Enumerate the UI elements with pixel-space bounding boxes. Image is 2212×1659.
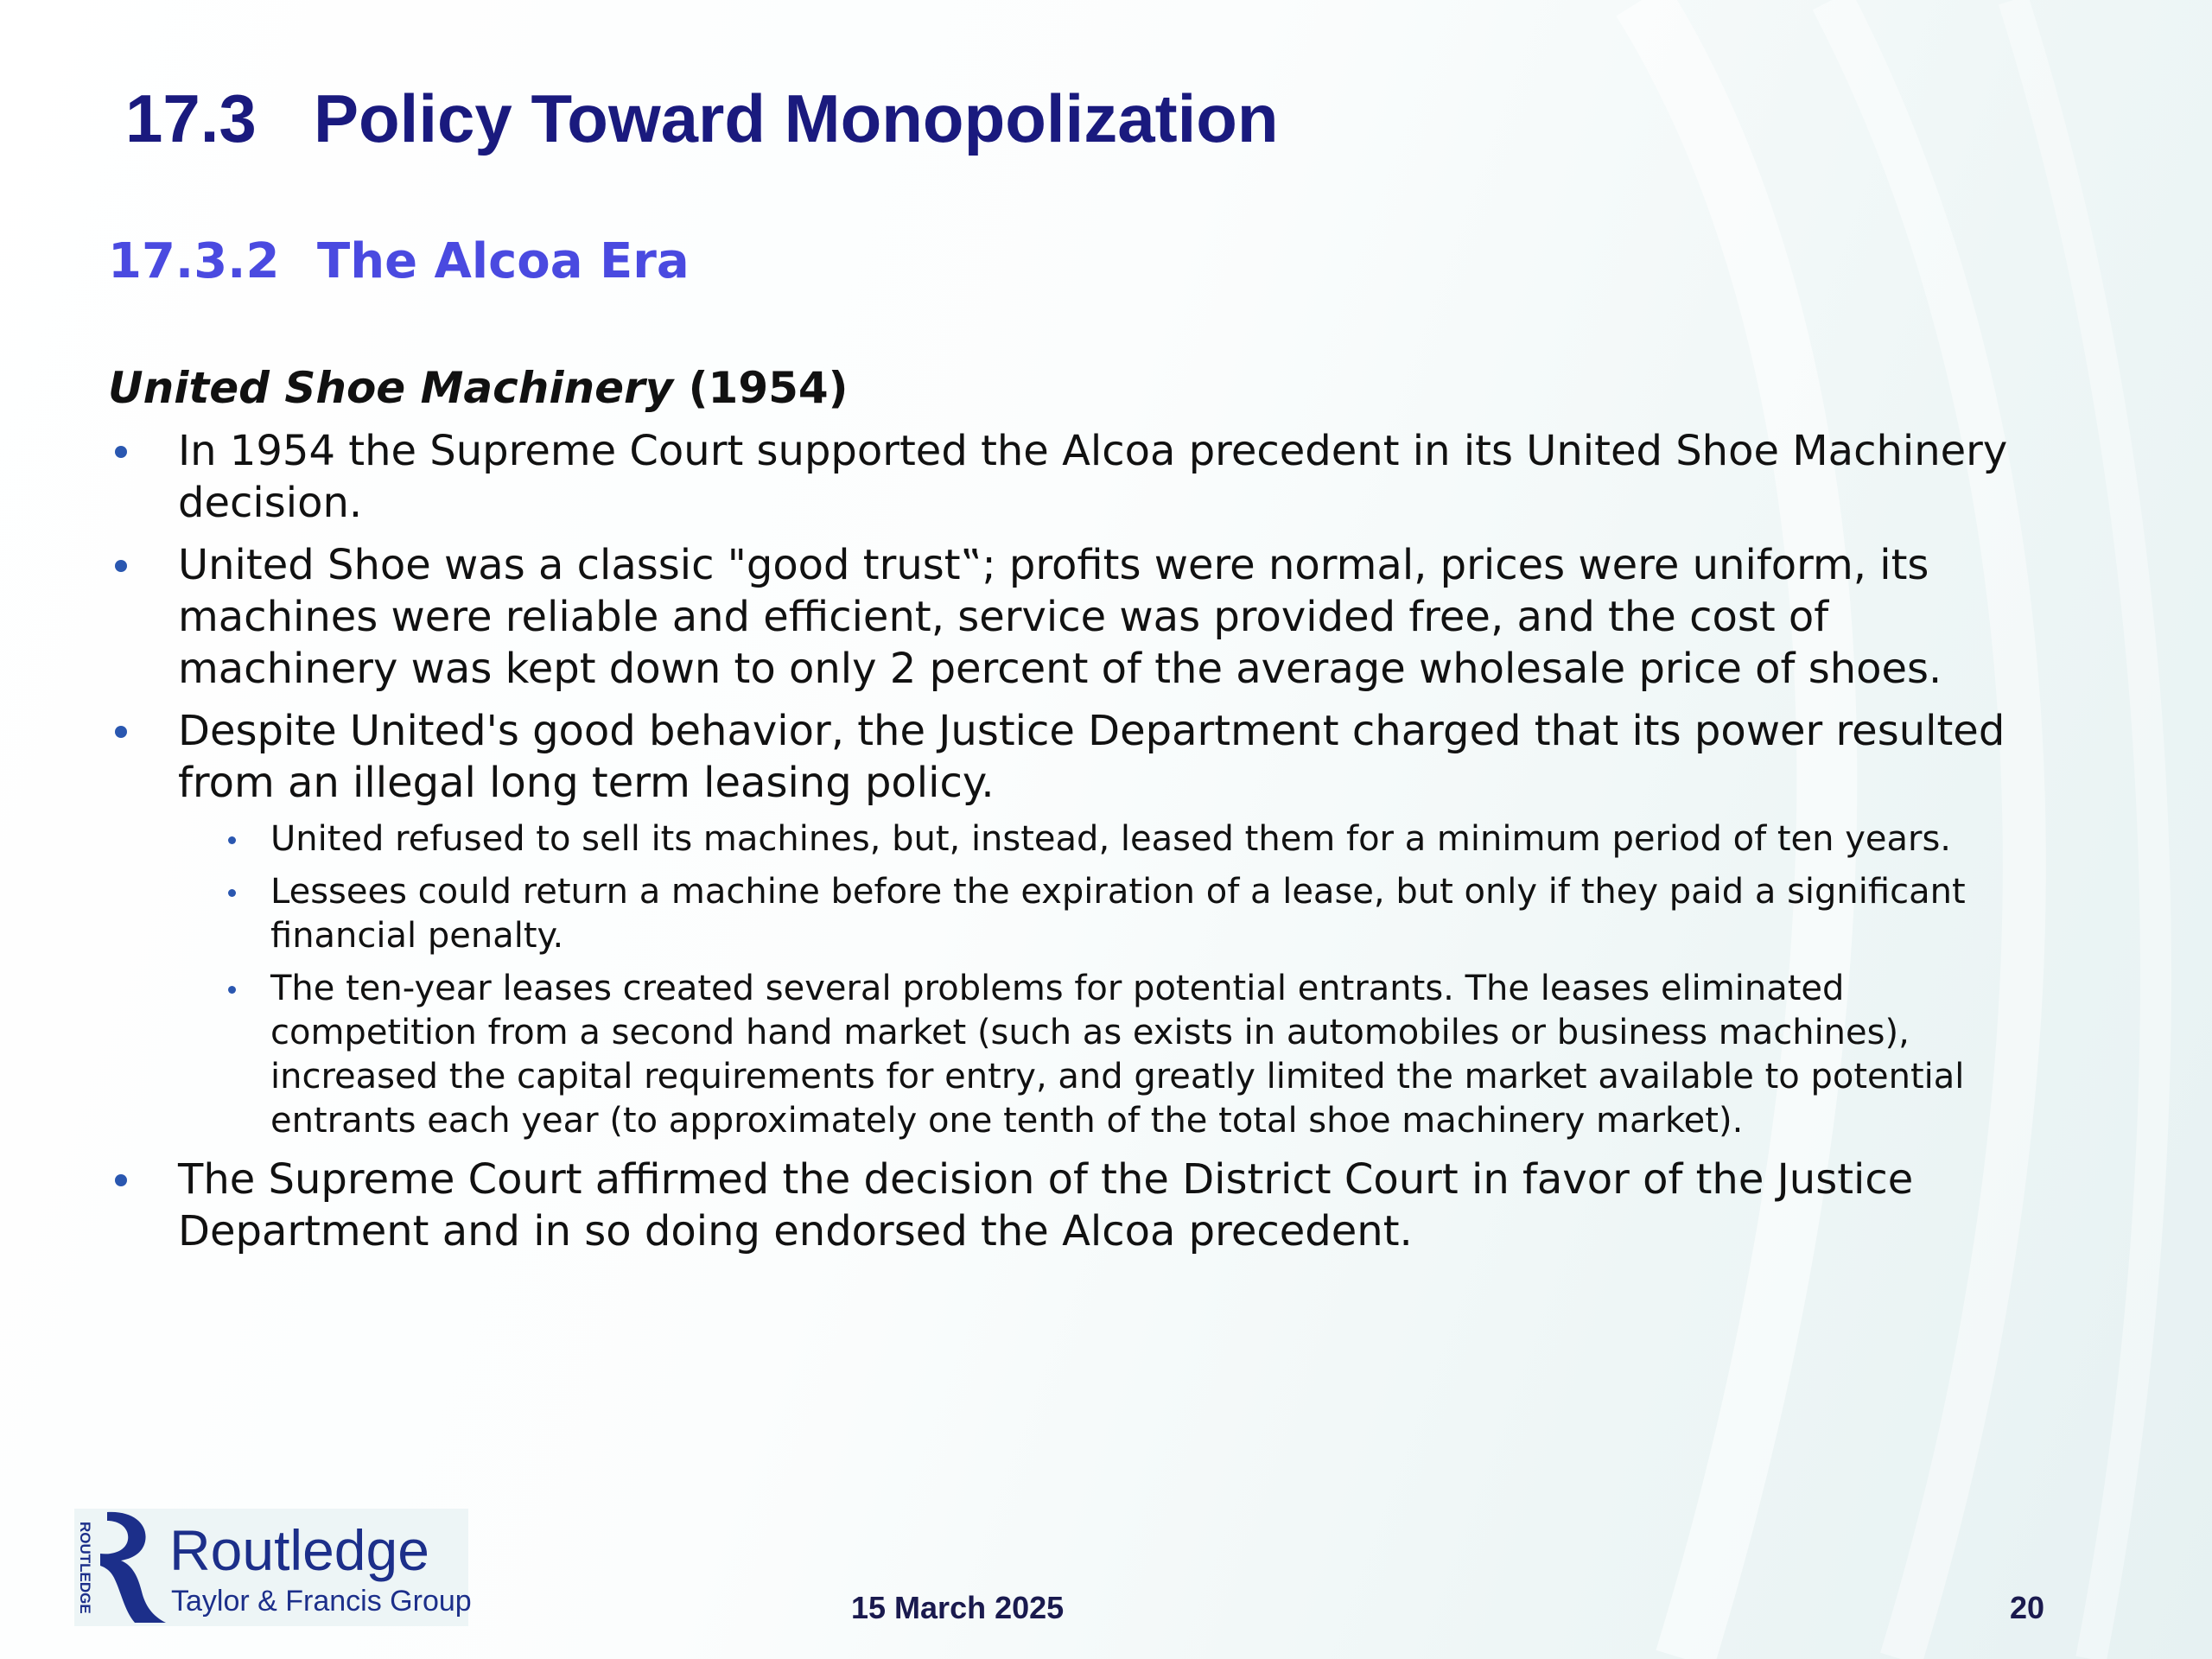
bullet-icon: [115, 446, 127, 458]
case-heading: [108, 363, 849, 413]
case-name: United Shoe Machinery: [108, 363, 674, 413]
bullet-list: [108, 425, 2009, 1268]
bullet-item: [108, 1154, 2009, 1257]
sub-bullet-item: [178, 870, 2009, 958]
sub-bullet-list: [178, 817, 2009, 1143]
bullet-text: In 1954 the Supreme Court supported the Alcoa precedent in its United Shoe Machinery decision.: [178, 427, 2008, 527]
sub-bullet-icon: [228, 889, 236, 897]
sub-bullet-text: Lessees could return a machine before the expiration of a lease, but only if they paid a significant financial penalty.: [270, 872, 1966, 956]
bullet-item: [108, 705, 2009, 1143]
logo-vertical-text: ROUTLEDGE: [77, 1521, 93, 1614]
slide-date: 15 March 2025: [851, 1590, 1065, 1625]
routledge-head-icon: [95, 1509, 168, 1626]
page-number: 20: [2010, 1590, 2045, 1625]
bullet-icon: [115, 560, 127, 572]
bullet-text: United Shoe was a classic "good trust‟; profits were normal, prices were uniform, its machines were reliable and efficient, service was provided free, and the cost of machinery was kept down to only 2 percent of the average wholesale price of shoes.: [178, 541, 1942, 693]
bullet-text: Despite United's good behavior, the Justice Department charged that its power resulted from an illegal long term leasing policy.: [178, 707, 2005, 807]
sub-bullet-text: United refused to sell its machines, but, instead, leased them for a minimum period of ten years.: [270, 819, 1952, 859]
slide-title: [125, 79, 1279, 158]
slide-subtitle: [108, 233, 690, 289]
subsection-number: 17.3.2: [108, 233, 280, 289]
sub-bullet-item: [178, 817, 2009, 861]
logo-tagline: Taylor & Francis Group: [171, 1585, 472, 1618]
subsection-title: The Alcoa Era: [317, 233, 690, 289]
bullet-item: [108, 425, 2009, 529]
bullet-text: The Supreme Court affirmed the decision of the District Court in favor of the Justice Department and in so doing endorsed the Alcoa precedent.: [178, 1155, 1914, 1255]
publisher-logo: [74, 1509, 472, 1626]
logo-brand: Routledge: [169, 1518, 429, 1582]
bullet-item: [108, 539, 2009, 695]
sub-bullet-item: [178, 967, 2009, 1143]
bullet-icon: [115, 1174, 127, 1186]
bullet-icon: [115, 726, 127, 738]
sub-bullet-icon: [228, 836, 236, 844]
section-number: 17.3: [125, 80, 257, 156]
sub-bullet-icon: [228, 986, 236, 994]
case-year: (1954): [688, 363, 849, 413]
sub-bullet-text: The ten-year leases created several problems for potential entrants. The leases eliminated competition from a second hand market (such as exists in automobiles or business machines), increased the capital requirements for entry, and greatly limited the market available to potential entrants each year (to approximately one tenth of the total shoe machinery market).: [270, 969, 1965, 1141]
section-title: Policy Toward Monopolization: [314, 80, 1279, 156]
